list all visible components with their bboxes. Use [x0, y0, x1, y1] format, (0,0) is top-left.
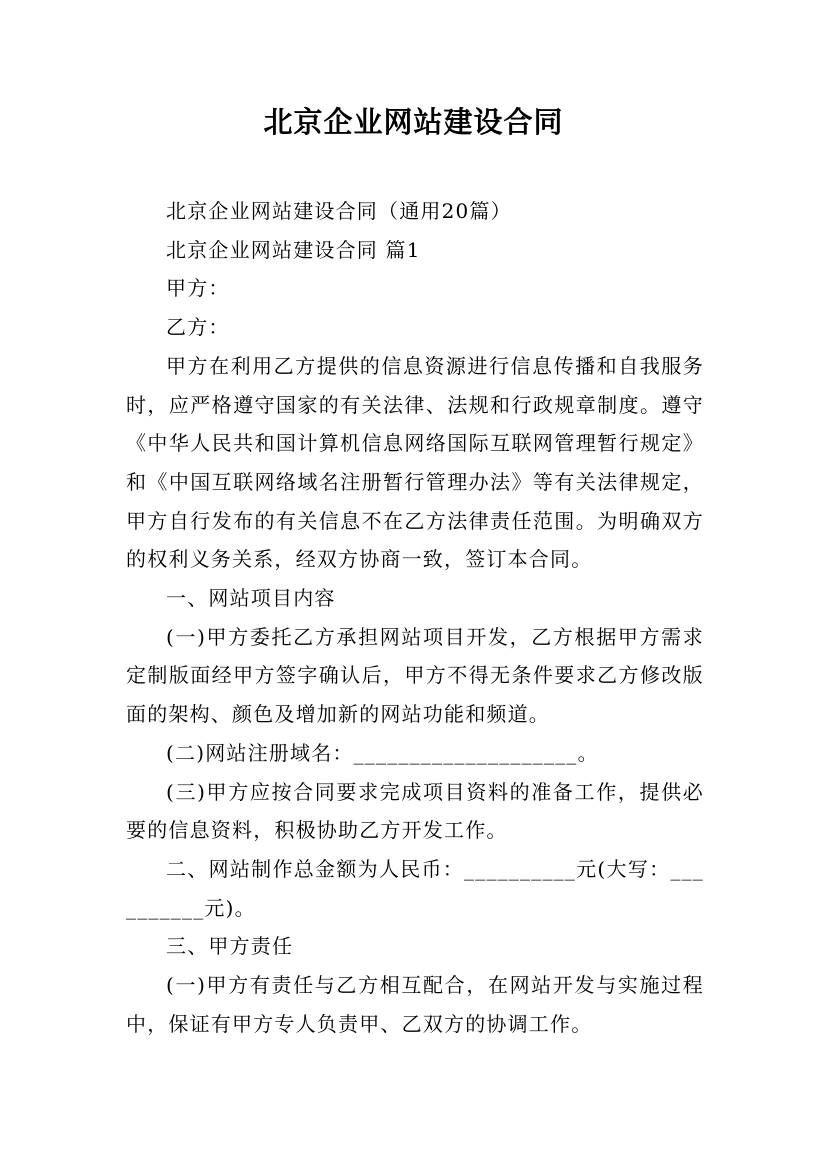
- paragraph-party-b: 乙方：: [166, 315, 230, 340]
- paragraph-preamble: 甲方在利用乙方提供的信息资源进行信息传播和自我服务时，应严格遵守国家的有关法律、法规和行政规章制度。遵守《中华人民共和国计算机信息网络国际互联网管理暂行规定》和《中国互联网络域名注册暂行管理办法》等有关法律规定，甲方自行发布的有关信息不在乙方法律责任范围。为明确双方的权利义务关系，经双方协商一致，签订本合同。: [126, 353, 704, 572]
- document-body: [126, 192, 704, 1043]
- document-title: 北京企业网站建设合同: [263, 105, 564, 139]
- section-heading-party-a-duties: 三、甲方责任: [166, 934, 294, 959]
- section-heading-project-content: 一、网站项目内容: [166, 586, 336, 611]
- section-heading-total-amount: 二、网站制作总金额为人民币：__________元(大写：__________元)。: [126, 856, 704, 920]
- clause-1-1: (一)甲方委托乙方承担网站项目开发，乙方根据甲方需求定制版面经甲方签字确认后，甲方不得无条件要求乙方修改版面的架构、颜色及增加新的网站功能和频道。: [126, 624, 704, 727]
- clause-1-2-domain: (二)网站注册域名：____________________。: [166, 740, 599, 765]
- clause-3-1: (一)甲方有责任与乙方相互配合，在网站开发与实施过程中，保证有甲方专人负责甲、乙双方的协调工作。: [126, 973, 704, 1036]
- paragraph-party-a: 甲方：: [166, 276, 230, 301]
- paragraph-subtitle: 北京企业网站建设合同（通用20篇）: [166, 199, 512, 223]
- paragraph-contract-heading: 北京企业网站建设合同 篇1: [166, 237, 421, 262]
- clause-1-3: (三)甲方应按合同要求完成项目资料的准备工作，提供必要的信息资料，积极协助乙方开发工作。: [126, 779, 704, 843]
